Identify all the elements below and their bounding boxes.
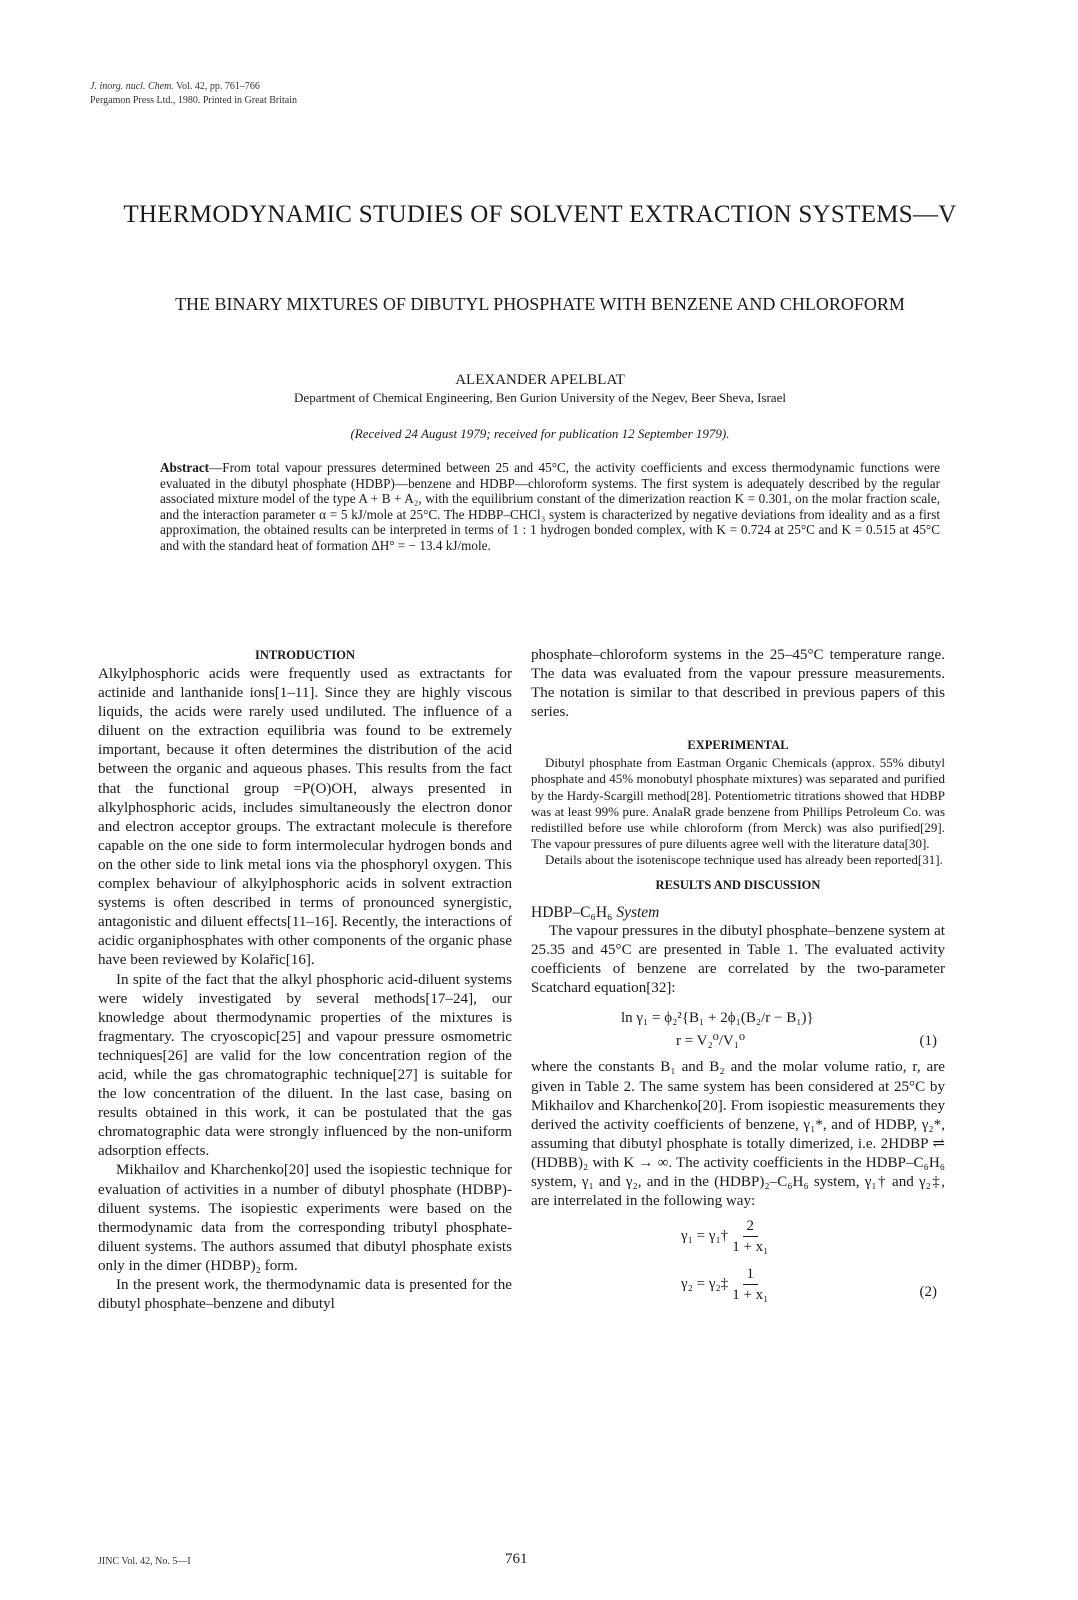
page-number: 761	[505, 1551, 528, 1567]
results-heading: RESULTS AND DISCUSSION	[655, 878, 821, 893]
equation-2b-numerator: 1	[743, 1265, 759, 1285]
results-paragraph-2: where the constants B₁ and B₂ and the molar volume ratio, r, are given in Table 2. The same system has been considered at 25°C by Mikhailov and Kharchenko[20]. From isopiestic measurements they derived the activity coefficients of benzene, γ₁*, and of HDBP, γ₂*, assuming that dibutyl phosphate is totally dimerized, i.e. 2HDBP ⇌ (HDBB)₂ with K → ∞. The activity coefficients in the HDBP–C₆H₆ system, γ₁ and γ₂, and in the (HDBP)₂–C₆H₆ system, γ₁† and γ₂‡, are interrelated in the following way:	[531, 1059, 945, 1210]
experimental-paragraph-1: Dibutyl phosphate from Eastman Organic Chemicals (approx. 55% dibutyl phosphate and 45% monobutyl phosphate mixtures) was separated and purified by the Hardy-Scargill method[28]. Potentiometric titrations showed that HDBP was at least 99% pure. AnalaR grade benzene from Phillips Petroleum Co. was redistilled before use while chloroform (from Merck) was also purified[29]. The vapour pressures of pure diluents agree well with the literature data[30].	[531, 755, 945, 851]
journal-line-2: Pergamon Press Ltd., 1980. Printed in Great Britain	[90, 95, 298, 106]
introduction-heading: INTRODUCTION	[254, 648, 355, 662]
journal-volume: Vol. 42, pp. 761–766	[176, 81, 260, 92]
equation-2b-fraction	[732, 1265, 768, 1304]
experimental-section	[531, 755, 945, 868]
equation-2b-denominator: 1 + x₁	[732, 1287, 769, 1304]
intro-paragraph-2: In spite of the fact that the alkyl phosphoric acid-diluent systems were widely investigated by several methods[17–24], our knowledge about thermodynamic properties of the mixtures is fragmentary. The cryoscopic[25] and vapour pressure osmometric techniques[26] are valid for the low concentration region of the acid, while the gas chromatographic technique[27] is suitable for the low concentration of the diluent. In the last case, basing on results obtained in this work, it can be postulated that the gas chromatographic data were strongly influenced by the non-uniform adsorption effects.	[98, 971, 512, 1160]
journal-line-1	[90, 80, 297, 94]
equation-2a-numerator: 2	[743, 1217, 759, 1237]
subheading-system-formula: HDBP–C₆H₆	[531, 904, 617, 922]
equation-2a-fraction	[732, 1217, 768, 1256]
equation-2b-lhs: γ₂ = γ₂‡	[681, 1276, 729, 1293]
equation-2a-denominator: 1 + x₁	[732, 1239, 769, 1256]
paper-title: THERMODYNAMIC STUDIES OF SOLVENT EXTRACTION SYSTEMS—V	[123, 201, 957, 228]
equation-1	[531, 1008, 945, 1052]
author-name: ALEXANDER APELBLAT	[455, 372, 625, 388]
abstract-text: —From total vapour pressures determined between 25 and 45°C, the activity coefficients and excess thermodynamic functions were evaluated in the dibutyl phosphate (HDBP)—benzene and HDBP—chloroform systems. The first system is adequately described by the regular associated mixture model of the type A + B + A₂, with the equilibrium constant of the dimerization reaction K = 0.301, on the molar fraction scale, and the interaction parameter α = 5 kJ/mole at 25°C. The HDBP–CHCl₃ system is characterized by negative deviations from ideality and as a first approximation, the obtained results can be interpreted in terms of 1 : 1 hydrogen bonded complex, with K = 0.724 at 25°C and K = 0.515 at 45°C and with the standard heat of formation ΔH° = − 13.4 kJ/mole.	[160, 460, 940, 553]
intro-paragraph-3: Mikhailov and Kharchenko[20] used the isopiestic technique for evaluation of activities in a number of dibutyl phosphate (HDBP)-diluent systems. The isopiestic experiments were based on the thermodynamic data from the corresponding tributyl phosphate-diluent systems. The authors assumed that dibutyl phosphate exists only in the dimer (HDBP)₂ form.	[98, 1162, 512, 1274]
equation-1-number: (1)	[919, 1033, 937, 1050]
results-paragraph-1: The vapour pressures in the dibutyl phosphate–benzene system at 25.35 and 45°C are presented in Table 1. The evaluated activity coefficients of benzene are correlated by the two-parameter Scatchard equation[32]:	[531, 923, 945, 997]
abstract-label: Abstract	[160, 460, 210, 475]
intro-paragraph-1: Alkylphosphoric acids were frequently used as extractants for actinide and lanthanide ions[1–11]. Since they are highly viscous liquids, the acids were rarely used undiluted. The influence of a diluent on the extraction equilibria was found to be extremely important, because it often determines the distribution of the acid between the organic and aqueous phases. This results from the fact that the functional group =P(O)OH, always presented in alkylphosphoric acids, includes simultaneously the electron donor and electron acceptor groups. The extractant molecule is therefore capable on the one side to form intermolecular hydrogen bonds and on the other side to link metal ions via the phosphoryl oxygen. This complex behaviour of alkylphosphoric acids in solvent extraction systems is often described in terms of pronounced synergistic, antagonistic and diluent effects[11–16]. Recently, the interactions of acidic organiphosphates with other components of the organic phase have been reviewed by Kolařic[16].	[98, 666, 512, 969]
journal-citation	[90, 80, 297, 108]
received-dates	[60, 425, 1020, 443]
right-column	[531, 646, 945, 1317]
left-column	[98, 646, 512, 1314]
results-subheading	[531, 903, 945, 922]
equation-2-row-1	[681, 1217, 768, 1256]
author-affiliation: Department of Chemical Engineering, Ben Gurion University of the Negev, Beer Sheva, Israel	[294, 390, 786, 405]
equation-2-row-2	[681, 1265, 768, 1304]
experimental-paragraph-2: Details about the isoteniscope technique used has already been reported[31].	[545, 851, 943, 867]
paper-subtitle: THE BINARY MIXTURES OF DIBUTYL PHOSPHATE WITH BENZENE AND CHLOROFORM	[175, 294, 905, 314]
experimental-heading: EXPERIMENTAL	[687, 738, 789, 753]
intro-paragraph-4-continued: phosphate–chloroform systems in the 25–45°C temperature range. The data was evaluated from the vapour pressure measurements. The notation is similar to that described in previous papers of this series.	[531, 647, 945, 721]
journal-footer: JINC Vol. 42, No. 5—I	[98, 1556, 191, 1567]
abstract	[160, 460, 940, 554]
equation-2a-lhs: γ₁ = γ₁†	[681, 1228, 729, 1245]
equation-2-number: (2)	[919, 1284, 937, 1301]
journal-name: J. inorg. nucl. Chem.	[90, 81, 174, 92]
equation-1-line-1: ln γ₁ = ϕ₂²{B₁ + 2ϕ₁(B₂/r − B₁)}	[621, 1010, 814, 1027]
equation-1-line-2: r = V₂⁰/V₁⁰	[676, 1033, 746, 1050]
subheading-system-word: System	[616, 904, 660, 922]
intro-paragraph-4: In the present work, the thermodynamic data is presented for the dibutyl phosphate–benzene and dibutyl	[98, 1277, 512, 1313]
equation-2	[531, 1217, 945, 1317]
received-text: (Received 24 August 1979; received for publication 12 September 1979).	[350, 426, 730, 441]
